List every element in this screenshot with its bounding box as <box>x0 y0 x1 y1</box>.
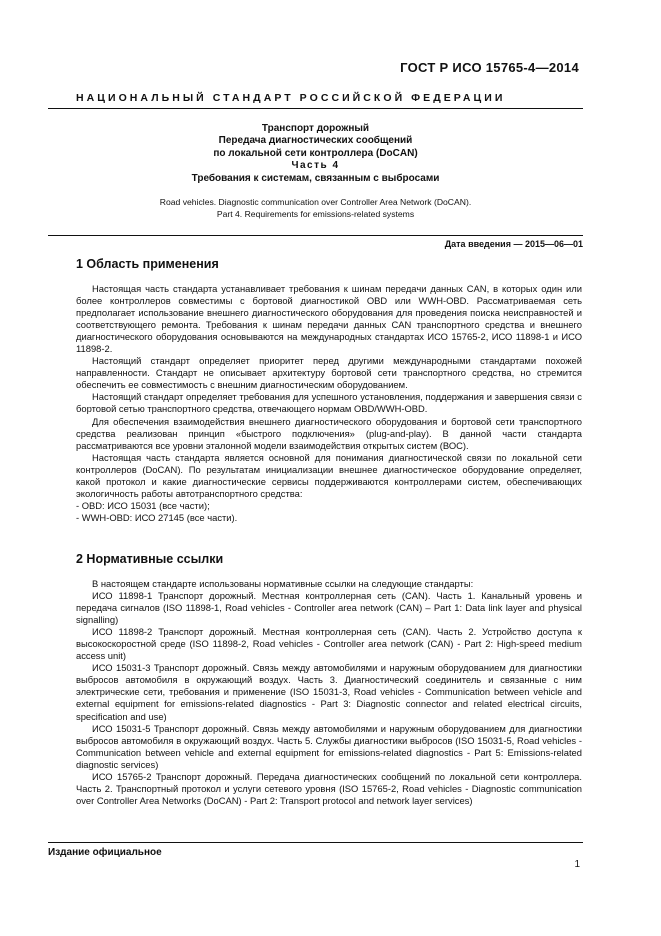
title-rule <box>48 235 583 236</box>
title-block <box>48 123 583 185</box>
paragraph: В настоящем стандарте использованы нормативные ссылки на следующие стандарты: <box>92 578 474 589</box>
intro-date: Дата введения — 2015—06—01 <box>444 239 583 249</box>
section-2-heading: 2 Нормативные ссылки <box>76 552 224 566</box>
document-code: ГОСТ Р ИСО 15765-4—2014 <box>400 60 579 75</box>
title-part: Часть 4 <box>291 160 340 172</box>
header-rule <box>48 108 583 109</box>
title-line-1: Транспорт дорожный <box>261 123 370 134</box>
english-title <box>48 196 583 220</box>
list-item: - OBD: ИСО 15031 (все части); <box>76 499 210 511</box>
section-1-heading: 1 Область применения <box>76 257 219 271</box>
english-title-line-2: Part 4. Requirements for emissions-related systems <box>216 209 415 219</box>
footer-rule <box>48 842 583 843</box>
reference-item: ИСО 15031-5 Транспорт дорожный. Связь между автомобилями и наружным оборудованием для диагностики выбросов автомобиля в окружающий воздух. Часть 5. Службы диагностики выбросов (ISO 15031-5, Road vehicles - Communication between vehicle and external equipment for emissions-related diagnostics - Part 5: Emissions-related diagnostic services) <box>76 722 582 770</box>
paragraph: Для обеспечения взаимодействия внешнего диагностического оборудования и бортовой сети транспортного средства реализован принцип «быстрого подключения» (plug-and-play). В данной части стандарта рассматриваются все уровни эталонной модели взаимодействия открытых систем (ВОС). <box>76 415 582 451</box>
reference-item: ИСО 15031-3 Транспорт дорожный. Связь между автомобилями и наружным оборудованием для диагностики выбросов автомобиля в окружающий воздух. Часть 3. Диагностический соединитель и связанные с ним электрические сети, требования и применение (ISO 15031-3, Road vehicles - Communication between vehicle and external equipment for emissions-related diagnostics - Part 3: Diagnostic connector and related electrical circuits, specification and use) <box>76 662 582 722</box>
list-item: - WWH-OBD: ИСО 27145 (все части). <box>76 511 238 523</box>
edition-note: Издание официальное <box>48 847 162 858</box>
reference-item: ИСО 11898-2 Транспорт дорожный. Местная контроллерная сеть (CAN). Часть 2. Устройство доступа к высокоскоростной среде (ISO 11898-2, Road vehicles - Controller area network (CAN) - Part 2: High-speed medium access unit) <box>76 626 582 662</box>
paragraph: Настоящий стандарт определяет требования для успешного установления, поддержания и завершения связи с бортовой сетью транспортного средства, отвечающего нормам OBD/WWH-OBD. <box>76 391 582 415</box>
page-number: 1 <box>574 859 580 870</box>
english-title-line-1: Road vehicles. Diagnostic communication over Controller Area Network (DoCAN). <box>159 197 472 207</box>
section-2-body <box>76 578 582 807</box>
title-line-3: по локальной сети контроллера (DoCAN) <box>213 147 418 159</box>
section-1-body <box>76 283 582 524</box>
title-line-2: Передача диагностических сообщений <box>218 135 413 147</box>
title-subtitle: Требования к системам, связанным с выбросами <box>191 172 440 184</box>
paragraph: Настоящий стандарт определяет приоритет перед другими международными стандартами похожей направленности. Стандарт не описывает архитектуру бортовой сети транспортного средства, но стремится обеспечить ее совместимость с внешним диагностическим оборудованием. <box>76 355 582 391</box>
reference-item: ИСО 15765-2 Транспорт дорожный. Передача диагностических сообщений по локальной сети контроллера. Часть 2. Транспортный протокол и услуги сетевого уровня (ISO 15765-2, Road vehicles - Diagnostic communication over Controller Area Networks (DoCAN) - Part 2: Transport protocol and network layer services) <box>76 770 582 806</box>
national-standard-banner: НАЦИОНАЛЬНЫЙ СТАНДАРТ РОССИЙСКОЙ ФЕДЕРАЦИИ <box>76 92 506 104</box>
paragraph: Настоящая часть стандарта является основной для понимания диагностической связи по локальной сети контроллеров (DoCAN). По результатам инициализации внешнее диагностическое оборудование определяет, какой протокол и какие диагностические сервисы поддерживаются контроллерами систем, обеспечивающих экологичность работы автотранспортного средства: <box>76 451 582 499</box>
reference-item: ИСО 11898-1 Транспорт дорожный. Местная контроллерная сеть (CAN). Часть 1. Канальный уровень и передача сигналов (ISO 11898-1, Road vehicles - Controller area network (CAN) – Part 1: Data link layer and physical signalling) <box>76 590 582 626</box>
paragraph: Настоящая часть стандарта устанавливает требования к шинам передачи данных CAN, в которых один или более контроллеров совместимы с бортовой диагностикой OBD или WWH-OBD. Рассматриваемая сеть предполагает использование внешнего диагностического оборудования для проведения поиска неисправностей и соответствующего ремонта. Требования к шинам передачи данных CAN транспортного средства и внешнего диагностического оборудования основываются на международных стандартах ИСО 15765-2, ИСО 11898-1 и ИСО 11898-2. <box>76 283 582 355</box>
